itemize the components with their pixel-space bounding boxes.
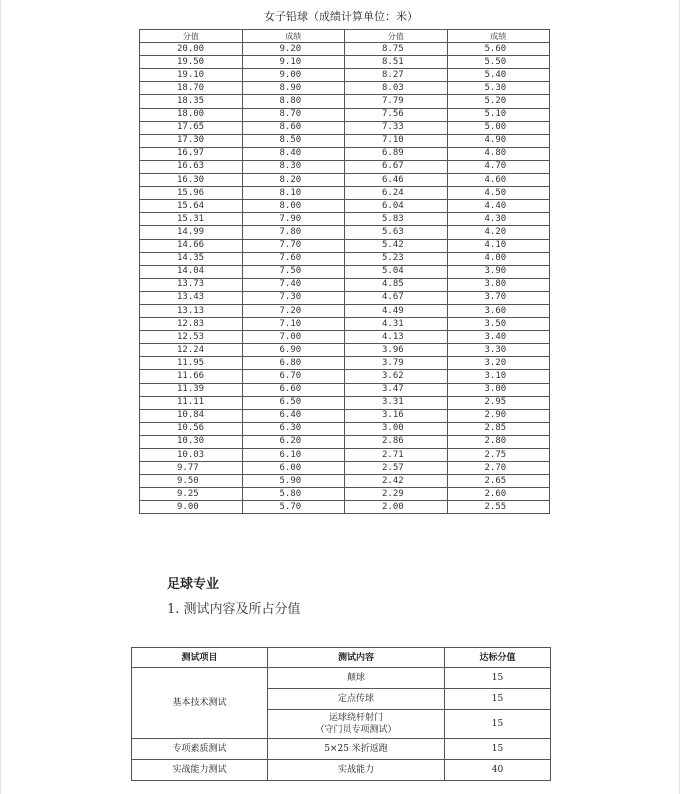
result-cell: 5.20 xyxy=(447,95,550,108)
table-row xyxy=(132,668,551,689)
result-cell: 6.20 xyxy=(242,435,345,448)
test-content-cell: 5×25 米折返跑 xyxy=(268,739,445,760)
table-row xyxy=(140,396,550,409)
score-value-cell: 10.03 xyxy=(140,449,243,462)
score-value-cell: 18.70 xyxy=(140,82,243,95)
score-value-cell: 8.03 xyxy=(345,82,448,95)
result-cell: 4.10 xyxy=(447,239,550,252)
table-row xyxy=(140,187,550,200)
score-value-cell: 14.66 xyxy=(140,239,243,252)
score-value-cell: 19.50 xyxy=(140,56,243,69)
result-cell: 4.20 xyxy=(447,226,550,239)
score-value-cell: 13.73 xyxy=(140,278,243,291)
score-value-cell: 20.00 xyxy=(140,43,243,56)
result-cell: 7.10 xyxy=(242,318,345,331)
table-row xyxy=(140,69,550,82)
score-value-cell: 5.63 xyxy=(345,226,448,239)
test-content-note: （守门员专项测试） xyxy=(315,725,397,735)
score-value-cell: 10.56 xyxy=(140,422,243,435)
score-value-cell: 5.83 xyxy=(345,213,448,226)
table-row xyxy=(140,239,550,252)
result-cell: 3.90 xyxy=(447,265,550,278)
table-row xyxy=(140,226,550,239)
score-value-cell: 4.85 xyxy=(345,278,448,291)
table-title: 女子铅球（成绩计算单位：米） xyxy=(264,10,418,23)
table-row xyxy=(140,318,550,331)
table-row xyxy=(140,409,550,422)
score-value-cell: 5.23 xyxy=(345,252,448,265)
result-cell: 3.00 xyxy=(447,383,550,396)
result-cell: 6.90 xyxy=(242,344,345,357)
result-cell: 4.50 xyxy=(447,187,550,200)
score-value-cell: 9.25 xyxy=(140,488,243,501)
score-value-cell: 8.75 xyxy=(345,43,448,56)
result-cell: 3.40 xyxy=(447,331,550,344)
result-cell: 5.80 xyxy=(242,488,345,501)
result-cell: 9.20 xyxy=(242,43,345,56)
result-cell: 6.80 xyxy=(242,357,345,370)
result-cell: 2.85 xyxy=(447,422,550,435)
table-header-row xyxy=(140,30,550,43)
table-row xyxy=(140,304,550,317)
score-cell: 15 xyxy=(445,739,551,760)
score-value-cell: 2.71 xyxy=(345,449,448,462)
result-cell: 3.50 xyxy=(447,318,550,331)
score-value-cell: 16.30 xyxy=(140,174,243,187)
score-value-cell: 2.00 xyxy=(345,501,448,514)
result-cell: 4.70 xyxy=(447,160,550,173)
score-cell: 15 xyxy=(445,689,551,710)
result-cell: 8.30 xyxy=(242,160,345,173)
score-value-cell: 4.31 xyxy=(345,318,448,331)
result-cell: 6.10 xyxy=(242,449,345,462)
score-value-cell: 2.29 xyxy=(345,488,448,501)
table-row xyxy=(140,43,550,56)
header-cell: 成绩 xyxy=(447,30,550,43)
result-cell: 7.20 xyxy=(242,304,345,317)
table-row xyxy=(140,174,550,187)
result-cell: 7.70 xyxy=(242,239,345,252)
result-cell: 4.30 xyxy=(447,213,550,226)
score-cell: 15 xyxy=(445,668,551,689)
result-cell: 5.50 xyxy=(447,56,550,69)
score-value-cell: 10.84 xyxy=(140,409,243,422)
result-cell: 4.80 xyxy=(447,147,550,160)
score-value-cell: 3.16 xyxy=(345,409,448,422)
result-cell: 8.80 xyxy=(242,95,345,108)
score-value-cell: 4.13 xyxy=(345,331,448,344)
result-cell: 3.10 xyxy=(447,370,550,383)
result-cell: 3.60 xyxy=(447,304,550,317)
test-content-cell: 颠球 xyxy=(268,668,445,689)
table-row xyxy=(140,331,550,344)
header-cell: 分值 xyxy=(140,30,243,43)
test-items-body xyxy=(132,668,551,781)
score-value-cell: 6.24 xyxy=(345,187,448,200)
result-cell: 2.90 xyxy=(447,409,550,422)
score-value-cell: 6.04 xyxy=(345,200,448,213)
test-content-cell xyxy=(268,710,445,739)
result-cell: 2.80 xyxy=(447,435,550,448)
score-value-cell: 15.64 xyxy=(140,200,243,213)
table-row xyxy=(140,501,550,514)
result-cell: 7.00 xyxy=(242,331,345,344)
score-value-cell: 8.27 xyxy=(345,69,448,82)
score-value-cell: 15.96 xyxy=(140,187,243,200)
score-value-cell: 8.51 xyxy=(345,56,448,69)
table-row xyxy=(132,739,551,760)
score-value-cell: 14.04 xyxy=(140,265,243,278)
score-value-cell: 18.00 xyxy=(140,108,243,121)
result-cell: 8.90 xyxy=(242,82,345,95)
result-cell: 8.20 xyxy=(242,174,345,187)
result-cell: 4.40 xyxy=(447,200,550,213)
score-value-cell: 14.99 xyxy=(140,226,243,239)
score-value-cell: 12.24 xyxy=(140,344,243,357)
table-row xyxy=(140,462,550,475)
test-content-line: 运球绕杆射门 xyxy=(328,713,383,723)
result-cell: 5.40 xyxy=(447,69,550,82)
result-cell: 2.55 xyxy=(447,501,550,514)
table-row xyxy=(140,265,550,278)
result-cell: 4.00 xyxy=(447,252,550,265)
score-value-cell: 9.50 xyxy=(140,475,243,488)
result-cell: 8.60 xyxy=(242,121,345,134)
score-value-cell: 7.33 xyxy=(345,121,448,134)
score-value-cell: 5.04 xyxy=(345,265,448,278)
score-value-cell: 6.67 xyxy=(345,160,448,173)
score-value-cell: 17.30 xyxy=(140,134,243,147)
score-value-cell: 6.46 xyxy=(345,174,448,187)
table-row xyxy=(140,383,550,396)
score-value-cell: 3.00 xyxy=(345,422,448,435)
table-row xyxy=(140,488,550,501)
score-value-cell: 13.43 xyxy=(140,291,243,304)
result-cell: 9.00 xyxy=(242,69,345,82)
test-items-table xyxy=(131,647,551,781)
result-cell: 7.30 xyxy=(242,291,345,304)
header-cell: 分值 xyxy=(345,30,448,43)
result-cell: 8.00 xyxy=(242,200,345,213)
result-cell: 5.60 xyxy=(447,43,550,56)
table-row xyxy=(140,435,550,448)
result-cell: 2.70 xyxy=(447,462,550,475)
score-value-cell: 9.00 xyxy=(140,501,243,514)
table-row xyxy=(140,56,550,69)
score-value-cell: 12.83 xyxy=(140,318,243,331)
test-content-cell: 实战能力 xyxy=(268,760,445,781)
result-cell: 3.30 xyxy=(447,344,550,357)
test-item-cell: 专项素质测试 xyxy=(132,739,268,760)
score-value-cell: 2.57 xyxy=(345,462,448,475)
score-value-cell: 14.35 xyxy=(140,252,243,265)
section-title: 足球专业 xyxy=(167,577,220,592)
score-value-cell: 3.31 xyxy=(345,396,448,409)
result-cell: 6.00 xyxy=(242,462,345,475)
shot-put-score-table xyxy=(139,29,550,514)
score-value-cell: 11.95 xyxy=(140,357,243,370)
score-table-body xyxy=(140,43,550,514)
result-cell: 2.95 xyxy=(447,396,550,409)
table-row xyxy=(140,82,550,95)
result-cell: 7.50 xyxy=(242,265,345,278)
score-value-cell: 19.10 xyxy=(140,69,243,82)
table-row xyxy=(140,213,550,226)
score-value-cell: 16.97 xyxy=(140,147,243,160)
score-value-cell: 11.66 xyxy=(140,370,243,383)
result-cell: 7.40 xyxy=(242,278,345,291)
test-item-cell: 基本技术测试 xyxy=(132,668,268,739)
section-subtitle: 1. 测试内容及所占分值 xyxy=(167,602,301,617)
table-row xyxy=(140,278,550,291)
score-value-cell: 6.89 xyxy=(345,147,448,160)
score-value-cell: 2.86 xyxy=(345,435,448,448)
result-cell: 8.10 xyxy=(242,187,345,200)
table-row xyxy=(140,291,550,304)
result-cell: 6.40 xyxy=(242,409,345,422)
result-cell: 7.60 xyxy=(242,252,345,265)
score-value-cell: 7.79 xyxy=(345,95,448,108)
score-cell: 15 xyxy=(445,710,551,739)
header-cell: 达标分值 xyxy=(445,648,551,668)
header-cell: 测试项目 xyxy=(132,648,268,668)
result-cell: 7.90 xyxy=(242,213,345,226)
result-cell: 7.80 xyxy=(242,226,345,239)
test-item-cell: 实战能力测试 xyxy=(132,760,268,781)
table-row xyxy=(140,121,550,134)
table-row xyxy=(140,95,550,108)
result-cell: 8.40 xyxy=(242,147,345,160)
result-cell: 6.50 xyxy=(242,396,345,409)
table-row xyxy=(140,252,550,265)
header-cell: 测试内容 xyxy=(268,648,445,668)
table-row xyxy=(132,760,551,781)
header-cell: 成绩 xyxy=(242,30,345,43)
score-value-cell: 7.56 xyxy=(345,108,448,121)
result-cell: 2.75 xyxy=(447,449,550,462)
result-cell: 5.90 xyxy=(242,475,345,488)
result-cell: 2.65 xyxy=(447,475,550,488)
score-value-cell: 4.49 xyxy=(345,304,448,317)
score-value-cell: 3.96 xyxy=(345,344,448,357)
table-row xyxy=(140,160,550,173)
table-row xyxy=(140,475,550,488)
result-cell: 4.60 xyxy=(447,174,550,187)
score-value-cell: 5.42 xyxy=(345,239,448,252)
score-value-cell: 3.62 xyxy=(345,370,448,383)
result-cell: 5.70 xyxy=(242,501,345,514)
result-cell: 8.70 xyxy=(242,108,345,121)
result-cell: 4.90 xyxy=(447,134,550,147)
score-value-cell: 12.53 xyxy=(140,331,243,344)
score-value-cell: 13.13 xyxy=(140,304,243,317)
table-row xyxy=(140,344,550,357)
result-cell: 3.70 xyxy=(447,291,550,304)
score-value-cell: 2.42 xyxy=(345,475,448,488)
score-value-cell: 11.11 xyxy=(140,396,243,409)
table-row xyxy=(140,200,550,213)
result-cell: 6.30 xyxy=(242,422,345,435)
result-cell: 6.70 xyxy=(242,370,345,383)
result-cell: 8.50 xyxy=(242,134,345,147)
score-value-cell: 17.65 xyxy=(140,121,243,134)
score-cell: 40 xyxy=(445,760,551,781)
test-content-cell: 定点传球 xyxy=(268,689,445,710)
score-value-cell: 9.77 xyxy=(140,462,243,475)
table-row xyxy=(140,422,550,435)
result-cell: 3.20 xyxy=(447,357,550,370)
score-value-cell: 4.67 xyxy=(345,291,448,304)
score-value-cell: 15.31 xyxy=(140,213,243,226)
result-cell: 2.60 xyxy=(447,488,550,501)
table-row xyxy=(140,147,550,160)
score-value-cell: 16.63 xyxy=(140,160,243,173)
result-cell: 5.00 xyxy=(447,121,550,134)
score-value-cell: 18.35 xyxy=(140,95,243,108)
result-cell: 6.60 xyxy=(242,383,345,396)
result-cell: 9.10 xyxy=(242,56,345,69)
result-cell: 5.10 xyxy=(447,108,550,121)
table-row xyxy=(140,108,550,121)
score-value-cell: 3.47 xyxy=(345,383,448,396)
result-cell: 3.80 xyxy=(447,278,550,291)
table-row xyxy=(140,357,550,370)
score-value-cell: 7.10 xyxy=(345,134,448,147)
score-value-cell: 11.39 xyxy=(140,383,243,396)
score-value-cell: 3.79 xyxy=(345,357,448,370)
table-row xyxy=(140,134,550,147)
table-header-row xyxy=(132,648,551,668)
table-row xyxy=(140,449,550,462)
table-row xyxy=(140,370,550,383)
result-cell: 5.30 xyxy=(447,82,550,95)
score-value-cell: 10.30 xyxy=(140,435,243,448)
